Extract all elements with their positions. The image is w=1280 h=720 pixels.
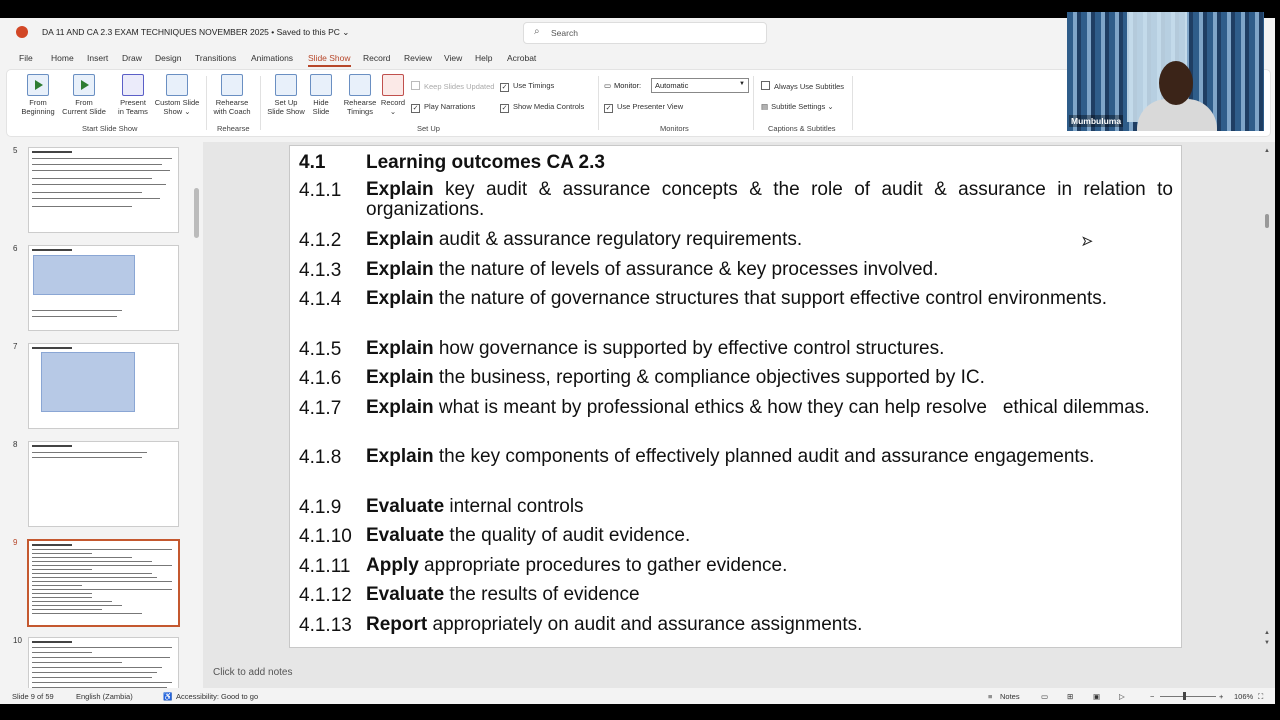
- thumbnail-number: 9: [13, 538, 18, 547]
- thumb-text-line: [32, 609, 102, 610]
- accessibility-icon: ♿: [163, 692, 173, 701]
- thumb-text-line: [32, 581, 172, 582]
- section-number: 4.1: [299, 152, 326, 173]
- monitor-value: Automatic: [655, 81, 689, 90]
- fit-to-window-icon[interactable]: ⛶: [1258, 692, 1264, 701]
- monitor-icon: ▭: [604, 81, 612, 90]
- slide-canvas[interactable]: [289, 145, 1182, 648]
- record-button[interactable]: [379, 74, 407, 116]
- thumb-text-line: [32, 557, 132, 558]
- play-from-current-icon: [73, 74, 95, 96]
- outcome-number: 4.1.2: [299, 230, 342, 251]
- play-narrations-label: Play Narrations: [424, 102, 476, 111]
- slide-thumbnail-7[interactable]: [28, 343, 179, 429]
- outcome-verb: Evaluate: [366, 584, 445, 605]
- thumb-text-line: [32, 593, 92, 594]
- outcome-text: [366, 339, 1173, 359]
- tab-insert[interactable]: Insert: [87, 53, 109, 63]
- outcome-number: 4.1.7: [299, 398, 342, 419]
- use-timings-label: Use Timings: [513, 81, 555, 90]
- mouse-cursor-icon: ➤: [1082, 234, 1093, 248]
- thumbnail-number: 6: [13, 244, 18, 253]
- thumb-title-line: [32, 151, 72, 153]
- thumb-text-line: [32, 316, 117, 317]
- presenter-head: [1159, 61, 1193, 105]
- teams-icon: [122, 74, 144, 96]
- always-use-subtitles-checkbox[interactable]: [761, 81, 844, 91]
- tab-acrobat[interactable]: Acrobat: [507, 53, 537, 63]
- outcome-text: [366, 230, 1173, 250]
- play-narrations-checkbox[interactable]: [411, 102, 475, 113]
- thumb-text-line: [32, 662, 122, 663]
- outcome-number: 4.1.8: [299, 447, 342, 468]
- use-presenter-view-checkbox[interactable]: [604, 102, 683, 113]
- status-bar: [0, 688, 1275, 704]
- thumbnail-number: 7: [13, 342, 18, 351]
- outcome-text: [366, 398, 1166, 418]
- rehearse-timings-label: Rehearse Timings: [343, 98, 377, 116]
- thumb-title-line: [32, 249, 72, 251]
- slide-thumbnail-5[interactable]: [28, 147, 179, 233]
- hide-slide-label: Hide Slide: [312, 98, 330, 116]
- thumb-text-line: [32, 672, 157, 673]
- checkbox-box: [411, 81, 420, 90]
- outcome-verb: Evaluate: [366, 525, 445, 546]
- notes-toggle[interactable]: Notes: [1000, 692, 1020, 701]
- participant-name: Mumbuluma: [1071, 116, 1122, 126]
- thumb-text-line: [32, 553, 92, 554]
- slide-sorter-icon[interactable]: ⊞: [1067, 692, 1074, 701]
- language-indicator[interactable]: English (Zambia): [76, 692, 133, 701]
- scrollbar-thumb[interactable]: [194, 188, 199, 238]
- custom-show-icon: [166, 74, 188, 96]
- captions-group-label: Captions & Subtitles: [768, 124, 836, 133]
- thumb-text-line: [32, 573, 152, 574]
- show-media-controls-checkbox[interactable]: [500, 102, 584, 113]
- thumb-title-line: [32, 347, 72, 349]
- outcome-verb: Explain: [366, 288, 434, 309]
- outcome-text: [366, 556, 1173, 576]
- notes-icon: ≡: [988, 692, 993, 701]
- notes-placeholder[interactable]: Click to add notes: [213, 667, 293, 678]
- slide-heading: Learning outcomes CA 2.3: [366, 152, 605, 173]
- from-current-label: From Current Slide: [62, 98, 106, 116]
- scrollbar-thumb[interactable]: [1265, 214, 1269, 228]
- thumb-text-line: [32, 585, 82, 586]
- search-icon: ⌕: [534, 26, 540, 37]
- always-subtitles-label: Always Use Subtitles: [774, 82, 845, 91]
- outcome-text: [366, 447, 1173, 467]
- rehearse-timings-button[interactable]: [340, 74, 380, 116]
- thumb-text-line: [32, 178, 152, 179]
- outcome-verb: Explain: [366, 179, 434, 200]
- monitor-select[interactable]: [651, 78, 749, 93]
- play-from-start-icon: [27, 74, 49, 96]
- outcome-number: 4.1.3: [299, 260, 342, 281]
- notes-pane[interactable]: [203, 652, 1263, 692]
- slide-thumbnails-pane[interactable]: [0, 142, 202, 692]
- outcome-text: [366, 497, 1173, 517]
- accessibility-status[interactable]: Accessibility: Good to go: [176, 692, 259, 701]
- from-current-slide-button[interactable]: [60, 74, 108, 116]
- outcome-verb: Explain: [366, 446, 434, 467]
- powerpoint-logo-icon: [16, 26, 28, 38]
- thumb-text-line: [32, 452, 147, 453]
- tab-design[interactable]: Design: [155, 53, 182, 63]
- outcome-description: the nature of levels of assurance & key processes involved.: [433, 259, 939, 280]
- outcome-text: [366, 526, 1173, 546]
- outcome-description: the quality of audit evidence.: [444, 525, 691, 546]
- outcome-number: 4.1.10: [299, 526, 352, 547]
- slide-thumbnail-9-selected[interactable]: [27, 539, 180, 627]
- monitor-label: Monitor:: [614, 81, 642, 90]
- zoom-level[interactable]: 106%: [1234, 692, 1254, 701]
- ribbon-separator: [753, 76, 754, 130]
- present-teams-label: Present in Teams: [118, 98, 148, 116]
- outcome-verb: Evaluate: [366, 496, 445, 517]
- thumb-text-line: [32, 198, 160, 199]
- thumb-text-line: [32, 601, 112, 602]
- rehearse-coach-label: Rehearse with Coach: [213, 98, 251, 116]
- outcome-text: [366, 289, 1173, 309]
- coach-icon: [221, 74, 243, 96]
- thumbnail-scrollbar[interactable]: [194, 152, 199, 697]
- tab-home[interactable]: Home: [51, 53, 74, 63]
- outcome-verb: Explain: [366, 229, 434, 250]
- outcome-verb: Explain: [366, 367, 434, 388]
- tab-slide-show[interactable]: Slide Show: [308, 53, 351, 63]
- zoom-slider[interactable]: [1160, 696, 1216, 697]
- scroll-up-icon[interactable]: ▲: [1264, 630, 1270, 636]
- outcome-description: key audit & assurance concepts & the role of audit & assurance in relation to organizations.: [366, 179, 1173, 220]
- outcome-number: 4.1.6: [299, 368, 342, 389]
- thumb-text-line: [32, 613, 142, 614]
- thumb-text-line: [32, 158, 172, 159]
- scroll-up-icon[interactable]: ▲: [1264, 148, 1270, 154]
- subtitle-settings-button[interactable]: [761, 102, 834, 111]
- thumb-text-line: [32, 597, 92, 598]
- monitors-group-label: Monitors: [660, 124, 689, 133]
- outcome-description: the results of evidence: [444, 584, 640, 605]
- document-title[interactable]: DA 11 AND CA 2.3 EXAM TECHNIQUES NOVEMBER 2025 • Saved to this PC ⌄: [42, 27, 350, 37]
- active-tab-indicator: [308, 65, 351, 67]
- tab-view[interactable]: View: [444, 53, 463, 63]
- outcome-description: the business, reporting & compliance objectives supported by IC.: [433, 367, 985, 388]
- set-up-slide-show-button[interactable]: [264, 74, 308, 116]
- ribbon-separator: [852, 76, 853, 130]
- zoom-in-icon[interactable]: +: [1219, 692, 1224, 701]
- setup-show-icon: [275, 74, 297, 96]
- outcome-description: audit & assurance regulatory requirements.: [433, 229, 803, 250]
- zoom-out-icon[interactable]: −: [1150, 692, 1155, 701]
- normal-view-icon[interactable]: ▭: [1041, 692, 1049, 701]
- tab-file[interactable]: File: [19, 53, 33, 63]
- thumb-text-line: [32, 605, 122, 606]
- reading-view-icon[interactable]: ▣: [1093, 692, 1101, 701]
- show-media-label: Show Media Controls: [513, 102, 585, 111]
- thumb-text-line: [32, 549, 172, 550]
- setup-show-label: Set Up Slide Show: [267, 98, 305, 116]
- outcome-verb: Explain: [366, 338, 434, 359]
- thumb-text-line: [32, 647, 172, 648]
- thumb-text-line: [32, 577, 157, 578]
- outcome-number: 4.1.11: [299, 556, 351, 577]
- rehearse-with-coach-button[interactable]: [210, 74, 254, 116]
- outcome-verb: Apply: [366, 555, 419, 576]
- checkmark-icon: ✓: [412, 105, 419, 112]
- outcome-description: appropriate procedures to gather evidence.: [418, 555, 788, 576]
- outcome-verb: Report: [366, 614, 428, 635]
- outcome-number: 4.1.4: [299, 289, 342, 310]
- search-placeholder: Search: [551, 28, 578, 38]
- outcome-description: appropriately on audit and assurance assignments.: [427, 614, 863, 635]
- rehearse-group-label: Rehearse: [217, 124, 250, 133]
- hide-slide-icon: [310, 74, 332, 96]
- thumb-text-line: [32, 192, 142, 193]
- ribbon-separator: [598, 76, 599, 130]
- slide-thumbnail-8[interactable]: [28, 441, 179, 527]
- from-beginning-button[interactable]: [16, 74, 60, 116]
- custom-slide-show-button[interactable]: [152, 74, 202, 116]
- thumb-table: [41, 352, 135, 412]
- thumb-title-line: [32, 641, 72, 643]
- thumb-title-line: [32, 445, 72, 447]
- checkbox-box: [761, 81, 770, 90]
- outcome-text: [366, 615, 1173, 635]
- thumb-text-line: [32, 677, 152, 678]
- hide-slide-button[interactable]: [308, 74, 334, 116]
- subtitles-icon: ▤: [761, 102, 769, 111]
- tab-record[interactable]: Record: [363, 53, 391, 63]
- thumb-text-line: [32, 569, 92, 570]
- outcome-number: 4.1.5: [299, 339, 342, 360]
- slide-counter: Slide 9 of 59: [12, 692, 54, 701]
- tab-animations[interactable]: Animations: [251, 53, 294, 63]
- thumb-text-line: [32, 652, 92, 653]
- custom-show-label: Custom Slide Show ⌄: [154, 98, 200, 116]
- thumb-text-line: [32, 170, 170, 171]
- scroll-down-icon[interactable]: ▼: [1264, 640, 1270, 646]
- checkmark-icon: ✓: [605, 105, 612, 112]
- outcome-verb: Explain: [366, 397, 434, 418]
- outcome-description: how governance is supported by effective control structures.: [433, 338, 945, 359]
- webcam-overlay: [1067, 12, 1264, 131]
- outcome-description: what is meant by professional ethics & how they can help resolve ethical dilemmas.: [433, 397, 1150, 418]
- outcome-text: [366, 180, 1173, 220]
- thumb-text-line: [32, 206, 132, 207]
- thumb-text-line: [32, 561, 152, 562]
- tab-draw[interactable]: Draw: [122, 53, 142, 63]
- outcome-text: [366, 260, 1173, 280]
- thumb-text-line: [32, 667, 162, 668]
- present-in-teams-button[interactable]: [113, 74, 153, 116]
- thumb-text-line: [32, 589, 172, 590]
- timer-icon: [349, 74, 371, 96]
- record-label: Record ⌄: [380, 98, 406, 116]
- slide-show-view-icon[interactable]: ▷: [1119, 692, 1125, 701]
- start-slide-show-group-label: Start Slide Show: [82, 124, 138, 133]
- outcome-description: the key components of effectively planned audit and assurance engagements.: [433, 446, 1095, 467]
- outcome-description: the nature of governance structures that support effective control environments.: [433, 288, 1108, 309]
- thumbnail-number: 10: [13, 636, 22, 645]
- thumb-text-line: [32, 682, 172, 683]
- thumb-table: [33, 255, 135, 295]
- from-beginning-label: From Beginning: [21, 98, 55, 116]
- presenter-view-label: Use Presenter View: [617, 102, 684, 111]
- ribbon-separator: [260, 76, 261, 130]
- use-timings-checkbox[interactable]: [500, 81, 554, 92]
- outcome-verb: Explain: [366, 259, 434, 280]
- record-icon: [382, 74, 404, 96]
- thumb-title-line: [32, 544, 72, 546]
- thumbnail-number: 5: [13, 146, 18, 155]
- chevron-down-icon: ▼: [739, 81, 745, 87]
- outcome-number: 4.1.12: [299, 585, 352, 606]
- outcome-number: 4.1.9: [299, 497, 342, 518]
- keep-updated-label: Keep Slides Updated: [424, 82, 495, 91]
- outcome-text: [366, 585, 1173, 605]
- editor-scrollbar[interactable]: [1264, 148, 1272, 648]
- thumb-text-line: [32, 657, 170, 658]
- tab-transitions[interactable]: Transitions: [195, 53, 237, 63]
- outcome-number: 4.1.13: [299, 615, 352, 636]
- checkmark-icon: ✓: [501, 105, 508, 112]
- thumb-text-line: [32, 310, 122, 311]
- thumb-text-line: [32, 164, 162, 165]
- zoom-slider-thumb[interactable]: [1183, 692, 1186, 700]
- setup-group-label: Set Up: [417, 124, 440, 133]
- tab-help[interactable]: Help: [475, 53, 493, 63]
- slide-editor: [203, 142, 1275, 692]
- ribbon-separator: [206, 76, 207, 130]
- outcome-description: internal controls: [444, 496, 584, 517]
- slide-thumbnail-6[interactable]: [28, 245, 179, 331]
- thumb-text-line: [32, 184, 166, 185]
- tab-review[interactable]: Review: [404, 53, 432, 63]
- thumb-text-line: [32, 565, 172, 566]
- outcome-text: [366, 368, 1173, 388]
- outcome-number: 4.1.1: [299, 180, 342, 201]
- keep-slides-updated-checkbox[interactable]: [411, 81, 494, 91]
- thumbnail-number: 8: [13, 440, 18, 449]
- subtitle-settings-label: Subtitle Settings ⌄: [771, 102, 834, 111]
- thumb-text-line: [32, 457, 142, 458]
- search-box[interactable]: [523, 22, 767, 44]
- checkmark-icon: ✓: [501, 84, 508, 91]
